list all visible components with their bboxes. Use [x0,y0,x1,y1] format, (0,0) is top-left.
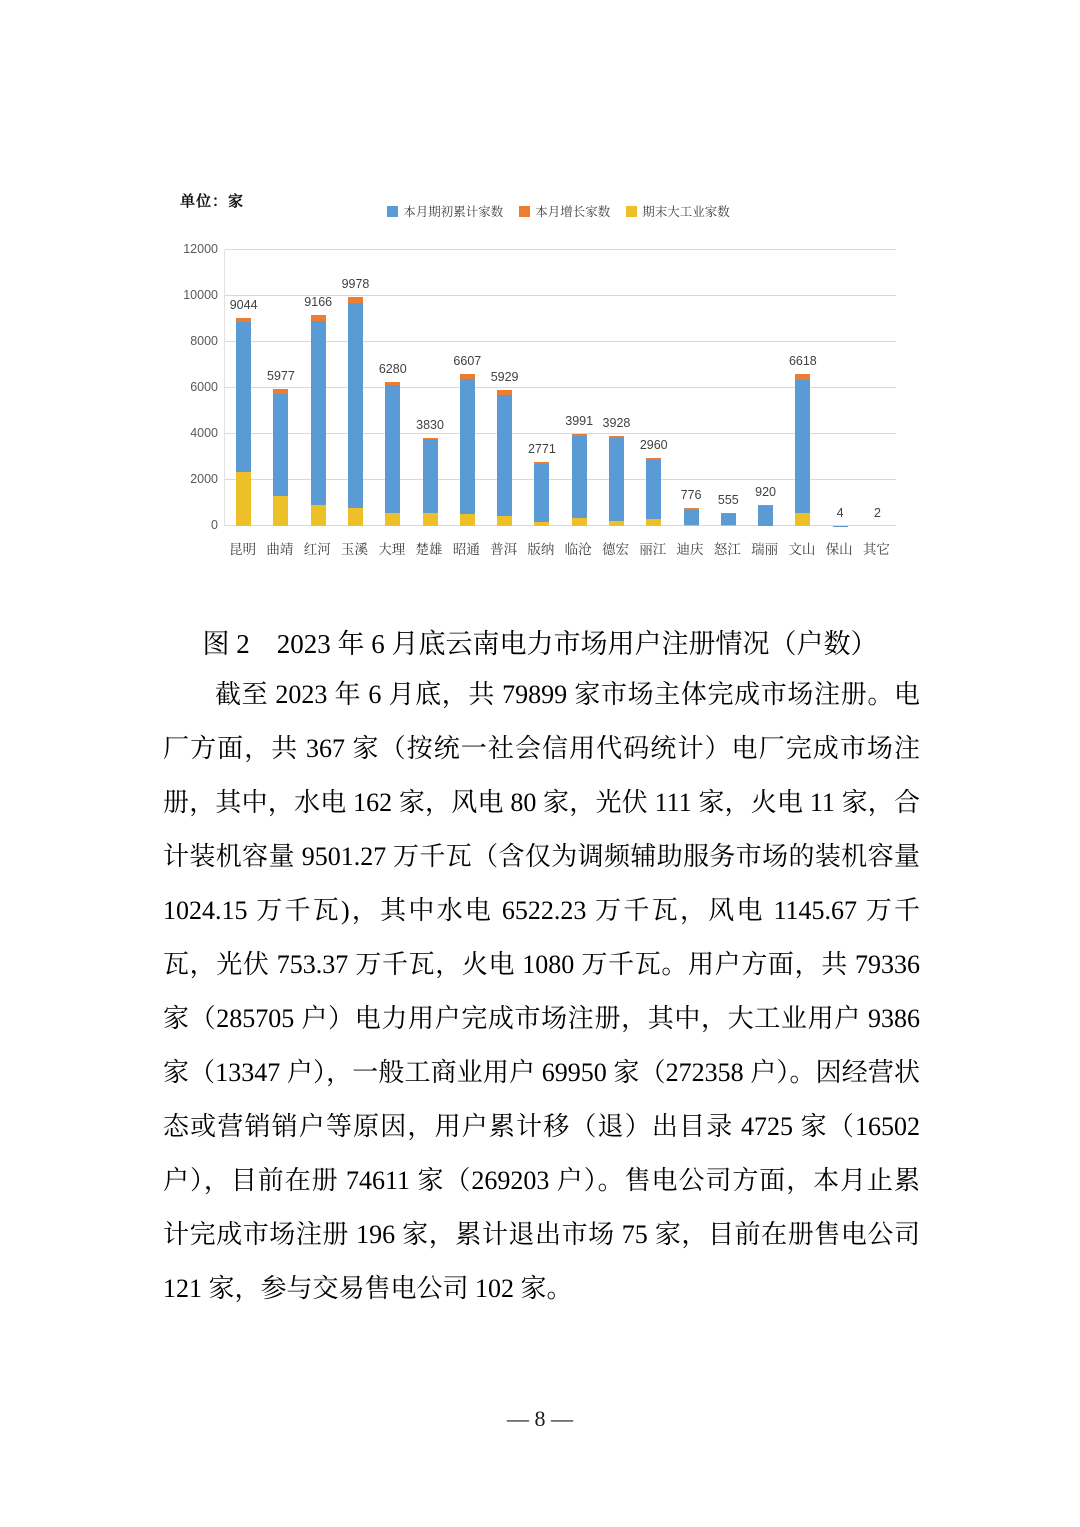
data-label-丽江: 2960 [639,437,668,452]
bar-stack [236,318,251,526]
x-tick-label-德宏: 德宏 [601,542,629,557]
data-label-版纳: 2771 [527,442,556,457]
segment-期末大工业家数 [572,518,587,526]
bar-昭通 [449,250,486,526]
segment-期末大工业家数 [460,514,475,526]
x-tick-label-楚雄: 楚雄 [415,542,443,557]
x-tick-label-保山: 保山 [825,542,853,557]
x-tick-label-版纳: 版纳 [527,542,555,557]
bar-怒江 [710,250,747,526]
x-tick-label-文山: 文山 [788,542,816,557]
data-label-楚雄: 3830 [416,417,444,432]
y-tick-label-12000: 12000 [183,242,218,256]
y-tick-label-0: 0 [211,518,218,532]
segment-本月期初累计家数 [721,514,736,525]
data-label-怒江: 555 [717,493,739,508]
bars-container [225,250,896,526]
x-tick-label-丽江: 丽江 [639,542,667,557]
x-tick-label-瑞丽: 瑞丽 [751,542,779,557]
data-label-瑞丽: 920 [755,484,777,499]
segment-本月期初累计家数 [348,303,363,508]
blue-series-swatch-icon [387,206,398,217]
bar-版纳 [523,250,560,526]
segment-本月期初累计家数 [311,321,326,505]
x-tick-label-迪庆: 迪庆 [676,542,704,557]
segment-期末大工业家数 [311,505,326,526]
legend-item-initial-cumulative [387,202,503,220]
bar-普洱 [486,250,523,526]
segment-期末大工业家数 [609,521,624,526]
page-number: — 8 — [507,1406,573,1431]
bar-stack [497,390,512,526]
segment-本月期初累计家数 [273,394,288,496]
orange-series-swatch-icon [519,206,530,217]
legend-label: 本月增长家数 [535,205,611,219]
body-text-block [163,668,920,1316]
bar-stack [758,505,773,526]
data-label-红河: 9166 [304,295,333,310]
segment-本月期初累计家数 [460,379,475,513]
x-tick-label-昆明: 昆明 [229,542,257,557]
bar-丽江 [635,250,672,526]
data-label-曲靖: 5977 [267,368,295,383]
chart-legend [222,202,895,220]
bar-stack [572,434,587,526]
segment-期末大工业家数 [646,519,661,526]
yellow-series-swatch-icon [626,206,637,217]
segment-期末大工业家数 [385,513,400,526]
bar-昆明 [225,250,262,526]
x-axis-labels [224,538,895,558]
segment-期末大工业家数 [236,472,251,526]
x-tick-label-其它: 其它 [862,542,890,557]
x-tick-label-玉溪: 玉溪 [340,542,368,557]
bar-stack [795,374,810,526]
x-tick-label-曲靖: 曲靖 [266,542,294,557]
data-label-临沧: 3991 [565,414,594,429]
bar-大理 [374,250,411,526]
bar-stack [311,315,326,526]
y-tick-label-8000: 8000 [190,334,218,348]
bar-stack [646,458,661,526]
y-tick-label-6000: 6000 [190,380,218,394]
bar-stack [423,438,438,526]
segment-期末大工业家数 [795,513,810,526]
y-tick-label-10000: 10000 [183,288,218,302]
segment-本月期初累计家数 [684,510,699,525]
bar-红河 [300,250,337,526]
bar-stack [385,382,400,526]
data-label-保山: 4 [836,505,844,520]
bar-stack [534,462,549,526]
data-label-迪庆: 776 [680,488,702,503]
segment-期末大工业家数 [534,522,549,526]
bar-迪庆 [672,250,709,526]
data-label-文山: 6618 [788,353,817,368]
y-tick-label-2000: 2000 [190,472,218,486]
segment-期末大工业家数 [348,508,363,526]
bar-stack [609,436,624,526]
data-label-昭通: 6607 [453,354,482,369]
bar-楚雄 [411,250,448,526]
body-paragraph: 截至 2023 年 6 月底，共 79899 家市场主体完成市场注册。电厂方面，共 367 家（按统一社会信用代码统计）电厂完成市场注册，其中，水电 162 家，风电 80 家，光伏 111 家，火电 11 家，合计装机容量 9501.27 万千瓦（含仅为调频辅助服务市场的装机容量 1024.15 万千瓦)，其中水电 6522.23 万千瓦，风电 1145.67 万千瓦，光伏 753.37 万千瓦，火电 1080 万千瓦。用户方面，共 79336 家（285705 户）电力用户完成市场注册，其中，大工业用户 9386 家（13347 户），一般工商业用户 69950 家（272358 户）。因经营状态或营销销户等原因，用户累计移（退）出目录 4725 家（16502 户），目前在册 74611 家（269203 户）。售电公司方面，本月止累计完成市场注册 196 家，累计退出市场 75 家，目前在册售电公司 121 家，参与交易售电公司 102 家。 [163,680,920,1303]
figure-caption: 图 2 2023 年 6 月底云南电力市场用户注册情况（户数） [202,629,878,659]
segment-期末大工业家数 [497,516,512,526]
bar-曲靖 [262,250,299,526]
data-label-其它: 2 [873,505,881,520]
chart-unit-label: 单位：家 [180,193,245,210]
y-axis-labels [180,242,218,532]
bar-stack [684,508,699,526]
y-tick-label-4000: 4000 [190,426,218,440]
segment-期末大工业家数 [721,525,736,526]
bar-德宏 [598,250,635,526]
bar-其它 [859,250,896,526]
segment-本月期初累计家数 [795,380,810,513]
bar-stack [721,513,736,526]
x-tick-label-临沧: 临沧 [564,542,592,557]
bar-保山 [822,250,859,526]
x-tick-label-普洱: 普洱 [490,542,518,557]
x-tick-label-大理: 大理 [378,542,406,557]
data-label-普洱: 5929 [490,369,519,384]
bar-stack [460,374,475,526]
bar-瑞丽 [747,250,784,526]
segment-本月期初累计家数 [572,436,587,518]
segment-期末大工业家数 [684,525,699,526]
bar-文山 [784,250,821,526]
legend-item-monthly-growth [519,202,610,220]
segment-期末大工业家数 [273,496,288,526]
data-label-昆明: 9044 [229,298,258,312]
segment-期末大工业家数 [423,513,438,526]
segment-本月期初累计家数 [758,506,773,526]
segment-本月期初累计家数 [385,385,400,514]
bar-临沧 [561,250,598,526]
segment-本月期初累计家数 [497,395,512,515]
segment-本月期初累计家数 [236,322,251,472]
segment-本月期初累计家数 [609,438,624,520]
segment-本月期初累计家数 [423,439,438,513]
bar-玉溪 [337,250,374,526]
plot-area [224,250,896,526]
x-tick-label-昭通: 昭通 [452,542,480,557]
data-label-大理: 6280 [378,361,407,376]
legend-label: 本月期初累计家数 [403,205,504,219]
x-tick-label-怒江: 怒江 [713,542,741,557]
x-tick-label-红河: 红河 [303,542,331,557]
legend-label: 期末大工业家数 [642,205,730,219]
data-label-德宏: 3928 [602,415,631,430]
legend-item-large-industrial [626,202,730,220]
segment-本月期初累计家数 [534,464,549,521]
segment-本月期初累计家数 [646,460,661,519]
data-label-玉溪: 9978 [341,276,370,291]
bar-stack [348,297,363,526]
bar-stack [273,389,288,526]
